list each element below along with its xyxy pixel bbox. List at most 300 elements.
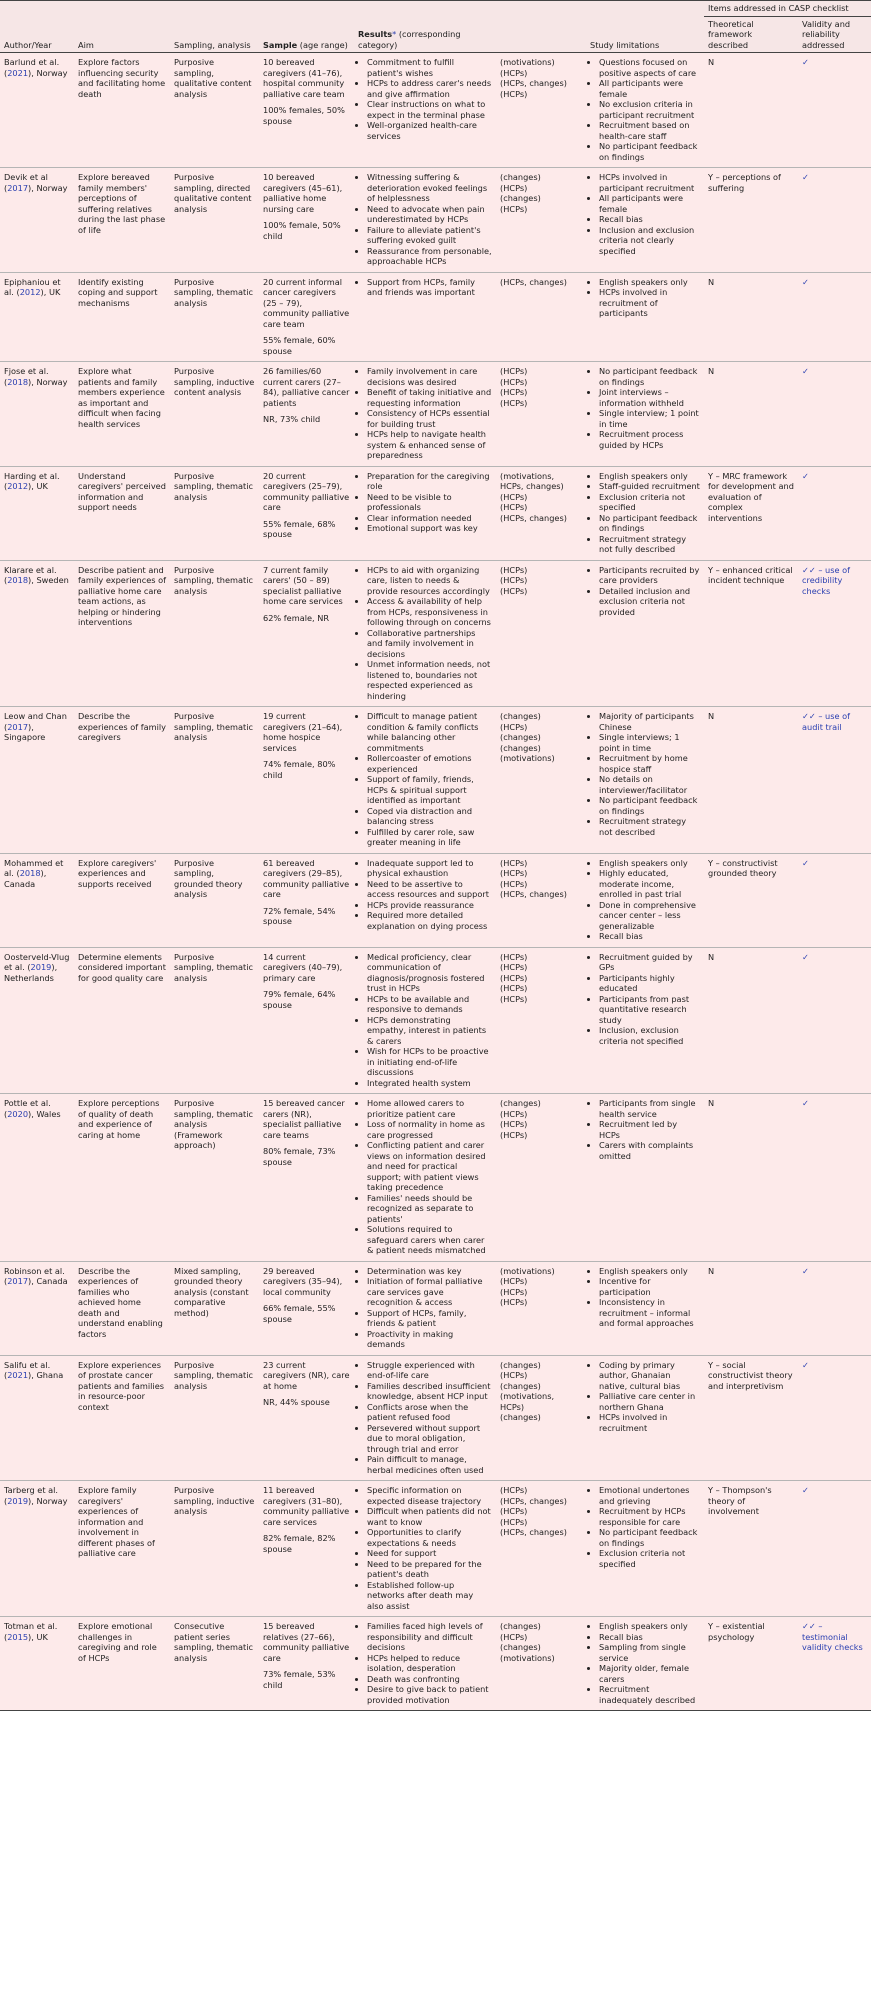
limitations-list [590,1098,700,1161]
result-item: • HCPs helped to reduce isolation, desperation [367,1653,492,1674]
col-sampling-label: Sampling, analysis [174,39,251,50]
check-icon: ✓ [802,1265,809,1276]
cell-sample [259,1617,354,1711]
results-list [358,1621,492,1705]
cell-results [354,168,496,273]
sample-demographics: 66% female, 55% spouse [263,1303,336,1324]
limitation-item: • Highly educated, moderate income, enrolled in past trial [599,868,700,900]
cell-aim: Explore perceptions of quality of death and experience of caring at home [74,1094,170,1262]
result-item: • HCPs help to navigate health system & enhanced sense of preparedness [367,429,492,461]
cell-sampling: Purposive sampling, thematic analysis [170,466,259,560]
results-list [358,952,492,1089]
cell-results [354,707,496,854]
result-item: • Determination was key [367,1266,492,1277]
limitations-list [590,1360,700,1434]
category-label: (HCPs) [500,397,528,408]
category-label: (HCPs) [500,502,528,512]
check-icon: ✓ [802,172,809,182]
result-item: • Need to be prepared for the patient's death [367,1559,492,1580]
check-icon: ✓ [802,951,809,962]
cell-sampling: Purposive sampling, thematic analysis [170,560,259,707]
cell-validity [798,853,871,947]
sample-description: 19 current caregivers (21–64), home hospice services [263,711,343,753]
year-link[interactable]: 2017 [7,721,29,732]
category-label: (HCPs) [500,993,528,1004]
results-list [358,172,492,267]
author-country: Singapore [4,732,46,742]
category-label: (motivations) [500,753,555,763]
result-item: • Inadequate support led to physical exhaustion [367,858,492,879]
col-sample-rest: (age range) [297,39,348,50]
sample-demographics: NR, 44% spouse [263,1397,330,1407]
limitation-item: • Palliative care center in northern Ghana [599,1391,700,1412]
author-country: Netherlands [4,972,54,983]
category-label: HCPs) [500,1401,525,1412]
limitation-item: • Recruitment based on health-care staff [599,120,700,141]
cell-author: Pottle et al. (2020), Wales [0,1094,74,1262]
cell-results [354,53,496,168]
year-link[interactable]: 2017 [7,1276,29,1286]
limitation-item: • HCPs involved in recruitment [599,1412,700,1433]
cell-aim: Describe the experiences of family caregivers [74,707,170,854]
limitations-list [590,565,700,618]
limitations-list [590,711,700,837]
result-item: • Medical proficiency, clear communication of diagnosis/prognosis fostered trust in HCPs [367,952,492,994]
author-country: Norway [36,67,68,78]
limitation-item: • Single interview; 1 point in time [599,408,700,429]
table-row [0,168,871,273]
cell-validity [798,1261,871,1355]
limitation-item: • Recruitment inadequately described [599,1684,700,1705]
limitation-item: • Recruitment strategy not fully described [599,534,700,555]
result-item: • Emotional support was key [367,523,492,534]
author-name: Barlund et al. [4,57,60,67]
cell-results [354,560,496,707]
category-label: (HCPs) [500,1516,528,1527]
author-name: Salifu et al. [4,1359,51,1370]
limitations-list [590,366,700,450]
cell-aim: Explore family caregivers' experiences of information and involvement in different phases of palliative care [74,1481,170,1617]
cell-author: Salifu et al. (2021), Ghana [0,1355,74,1481]
result-item: • Pain difficult to manage, herbal medicines often used [367,1454,492,1475]
limitation-item: • Recruitment process guided by HCPs [599,429,700,450]
result-item: • Specific information on expected disease trajectory [367,1485,492,1506]
cell-aim: Describe the experiences of families who achieved home death and understand enabling factors [74,1261,170,1355]
cell-categories [496,1261,586,1355]
result-item: • Established follow-up networks after death may also assist [367,1580,492,1612]
year-link[interactable]: 2015 [7,1631,29,1642]
author-name: Tarberg et al. [4,1485,59,1495]
check-icon: ✓ [802,1485,809,1495]
category-label: (changes) [500,1098,541,1108]
year-link[interactable]: 2018 [7,575,29,585]
table-header [0,1,871,53]
year-link[interactable]: 2019 [7,1495,29,1506]
col-validity-label: Validity and reliability addressed [802,18,851,50]
category-label: (HCPs) [500,1506,528,1516]
category-label: (changes) [500,742,541,753]
category-label: (HCPs) [500,575,528,585]
cell-sample [259,1481,354,1617]
cell-categories [496,168,586,273]
cell-categories [496,466,586,560]
cell-validity [798,1094,871,1262]
limitation-item: • Participants highly educated [599,973,700,994]
cell-validity [798,1481,871,1617]
cell-theory: N [704,707,798,854]
cell-categories [496,1617,586,1711]
result-item: • Preparation for the caregiving role [367,471,492,492]
cell-theory: N [704,947,798,1094]
cell-validity [798,707,871,854]
category-label: (changes) [500,711,541,721]
limitation-item: • Coding by primary author, Ghanaian native, cultural bias [599,1360,700,1392]
table-row [0,1481,871,1617]
cell-categories [496,947,586,1094]
cell-theory: N [704,272,798,362]
cell-validity [798,947,871,1094]
col-limitations [586,16,704,53]
limitation-item: • Inconsistency in recruitment – informal and formal approaches [599,1297,700,1329]
cell-categories [496,560,586,707]
cell-sampling: Mixed sampling, grounded theory analysis (constant comparative method) [170,1261,259,1355]
sample-demographics: 79% female, 64% spouse [263,989,336,1010]
limitations-list [590,952,700,1047]
cell-categories [496,362,586,467]
cell-sample [259,53,354,168]
limitation-item: • Majority older, female carers [599,1663,700,1684]
category-label: (motivations) [500,1652,555,1663]
result-item: • Persevered without support due to moral obligation, through trial and error [367,1423,492,1455]
limitation-item: • English speakers only [599,1266,700,1277]
limitations-list [590,57,700,162]
result-item: • Families described insufficient knowledge, absent HCP input [367,1381,492,1402]
limitation-item: • Incentive for participation [599,1276,700,1297]
result-item: • Reassurance from personable, approachable HCPs [367,246,492,267]
category-label: (motivations, [500,470,555,481]
limitation-item: • Recruitment by HCPs responsible for care [599,1506,700,1527]
result-item: • Families' needs should be recognized as separate to patients' [367,1193,492,1225]
category-label: HCPs, changes) [500,481,564,491]
category-label: (changes) [500,1642,541,1652]
limitation-item: • Emotional undertones and grieving [599,1485,700,1506]
cell-theory: Y – constructivist grounded theory [704,853,798,947]
category-label: (HCPs, changes) [500,276,567,287]
table-row [0,362,871,467]
cell-aim: Explore factors influencing security and facilitating home death [74,53,170,168]
cell-aim: Identify existing coping and support mechanisms [74,272,170,362]
author-name: Epiphaniou et al. [4,276,61,297]
result-item: • Support from HCPs, family and friends was important [367,277,492,298]
category-label: (HCPs) [500,491,528,502]
col-results-bold: Results [358,29,393,39]
result-item: • Fulfilled by carer role, saw greater meaning in life [367,827,492,848]
result-item: • Access & availability of help from HCPs, responsiveness in following through on concerns [367,596,492,628]
result-item: • Proactivity in making demands [367,1329,492,1350]
limitations-list [590,277,700,319]
category-label: (HCPs) [500,1119,528,1129]
cell-sampling: Purposive sampling, grounded theory analysis [170,853,259,947]
result-item: • Commitment to fulfill patient's wishes [367,57,492,78]
author-country: Norway [36,376,68,387]
author-name: Robinson et al. [4,1265,65,1276]
category-label: (HCPs) [500,1485,528,1495]
limitations-list [590,1266,700,1329]
table-row [0,560,871,707]
cell-validity [798,1617,871,1711]
result-item: • Failure to alleviate patient's suffering evoked guilt [367,225,492,246]
cell-limitations [586,947,704,1094]
cell-sampling: Purposive sampling, thematic analysis [170,272,259,362]
limitation-item: • Sampling from single service [599,1642,700,1663]
result-item: • Families faced high levels of responsibility and difficult decisions [367,1621,492,1653]
cell-validity [798,168,871,273]
cell-limitations [586,362,704,467]
year-link[interactable]: 2017 [7,182,29,193]
result-item: • Collaborative partnerships and family involvement in decisions [367,628,492,660]
results-list [358,858,492,932]
cell-results [354,362,496,467]
year-link[interactable]: 2020 [7,1108,29,1119]
limitations-list [590,471,700,555]
results-list [358,1266,492,1350]
category-label: (HCPs) [500,962,528,972]
result-item: • Difficult when patients did not want to know [367,1506,492,1527]
header-spacer [0,1,704,17]
cell-theory: N [704,1094,798,1262]
cell-theory: N [704,53,798,168]
results-list [358,277,492,298]
result-item: • Integrated health system [367,1078,492,1089]
result-item: • Desire to give back to patient provided motivation [367,1684,492,1705]
cell-categories [496,1094,586,1262]
year-link[interactable]: 2019 [30,962,52,972]
year-link[interactable]: 2012 [7,481,29,491]
cell-author: Epiphaniou et al. (2012), UK [0,272,74,362]
limitation-item: • Single interviews; 1 point in time [599,732,700,753]
author-name: Harding et al. [4,470,60,481]
table-row [0,272,871,362]
category-label: (HCPs) [500,182,528,193]
cell-validity [798,1355,871,1481]
cell-limitations [586,272,704,362]
author-country: UK [48,287,61,297]
cell-categories [496,53,586,168]
limitation-item: • HCPs involved in recruitment of participants [599,287,700,319]
cell-limitations [586,707,704,854]
limitation-item: • Carers with complaints omitted [599,1140,700,1161]
result-item: • Struggle experienced with end-of-life care [367,1360,492,1381]
result-item: • Need to be assertive to access resources and support [367,879,492,900]
cell-sampling: Purposive sampling, thematic analysis [170,707,259,854]
cell-sampling: Purposive sampling, inductive content analysis [170,362,259,467]
category-label: (HCPs, changes) [500,889,567,899]
cell-sample [259,853,354,947]
cell-theory: N [704,362,798,467]
col-author [0,16,74,53]
cell-sample [259,362,354,467]
sample-demographics: 62% female, NR [263,612,330,623]
cell-categories [496,707,586,854]
limitation-item: • Recruitment led by HCPs [599,1119,700,1140]
limitation-item: • English speakers only [599,858,700,869]
limitation-item: • HCPs involved in participant recruitment [599,172,700,193]
table-row [0,947,871,1094]
cell-aim: Determine elements considered important for good quality care [74,947,170,1094]
sample-description: 26 families/60 current carers (27–84), palliative cancer patients [263,366,350,408]
col-author-label: Author/Year [4,39,52,50]
result-item: • HCPs to be available and responsive to demands [367,994,492,1015]
check-icon: ✓ [802,1098,809,1108]
cell-categories [496,1355,586,1481]
category-label: (changes) [500,732,541,742]
cell-author: Devik et al (2017), Norway [0,168,74,273]
col-theory-label: Theoretical framework described [708,18,754,50]
result-item: • Difficult to manage patient condition & family conflicts while balancing other commitments [367,711,492,753]
table-row [0,707,871,854]
category-label: (HCPs) [500,878,528,889]
category-label: (HCPs, changes) [500,1495,567,1506]
result-item: • Need to advocate when pain underestimated by HCPs [367,204,492,225]
cell-categories [496,272,586,362]
cell-sampling: Purposive sampling, inductive analysis [170,1481,259,1617]
cell-results [354,1481,496,1617]
limitation-item: • Recall bias [599,214,700,225]
sample-demographics: 100% females, 50% spouse [263,105,345,126]
cell-aim: Explore experiences of prostate cancer patients and families in resource-poor context [74,1355,170,1481]
result-item: • Conflicts arose when the patient refused food [367,1402,492,1423]
check-icon: ✓✓ – testimonial validity checks [802,1621,863,1652]
category-label: (HCPs) [500,1286,528,1297]
sample-demographics: 72% female, 54% spouse [263,905,336,926]
cell-author: Leow and Chan (2017), Singapore [0,707,74,854]
limitation-item: • Participants from past quantitative research study [599,994,700,1026]
cell-author: Mohammed et al. (2018), Canada [0,853,74,947]
year-link[interactable]: 2018 [7,376,29,387]
limitation-item: • Inclusion, exclusion criteria not specified [599,1025,700,1046]
limitation-item: • Staff-guided recruitment [599,481,700,492]
year-link[interactable]: 2012 [19,287,41,297]
col-results-asterisk: * [392,29,397,39]
cell-aim: Explore caregivers' experiences and supports received [74,853,170,947]
category-label: (HCPs) [500,1108,528,1119]
cell-sampling: Purposive sampling, thematic analysis [170,947,259,1094]
category-label: (changes) [500,1380,541,1391]
cell-sample [259,707,354,854]
cell-results [354,1261,496,1355]
cell-aim: Understand caregivers' perceived information and support needs [74,466,170,560]
cell-results [354,853,496,947]
author-name: Leow and Chan [4,711,67,721]
col-sample [259,16,354,53]
col-aim [74,16,170,53]
limitation-item: • Exclusion criteria not specified [599,1548,700,1569]
sample-description: 61 bereaved caregivers (29–85), community palliative care [263,857,350,899]
cell-author: Klarare et al. (2018), Sweden [0,560,74,707]
author-name: Mohammed et al. [4,857,64,878]
category-label: (HCPs) [500,972,528,983]
result-item: • Family involvement in care decisions was desired [367,366,492,387]
year-link[interactable]: 2018 [19,868,41,878]
limitation-item: • Recall bias [599,1632,700,1643]
cell-theory: Y – perceptions of suffering [704,168,798,273]
sample-description: 14 current caregivers (40–79), primary care [263,951,343,983]
cell-sample [259,1355,354,1481]
result-item: • Opportunities to clarify expectations & needs [367,1527,492,1548]
table-row [0,853,871,947]
result-item: • Wish for HCPs to be proactive in initiating end-of-life discussions [367,1046,492,1078]
author-country: UK [36,1631,48,1642]
sample-demographics: 100% female, 50% child [263,220,341,241]
sample-demographics: 80% female, 73% spouse [263,1146,336,1167]
author-name: Fjose et al. [4,366,49,376]
cell-categories [496,853,586,947]
results-list [358,57,492,141]
cell-sample [259,272,354,362]
cell-author: Oosterveld-Vlug et al. (2019), Netherlands [0,947,74,1094]
cell-sampling: Purposive sampling, directed qualitative content analysis [170,168,259,273]
year-link[interactable]: 2021 [7,1370,29,1380]
cell-aim: Explore bereaved family members' perceptions of suffering relatives during the last phase of life [74,168,170,273]
result-item: • Required more detailed explanation on dying process [367,910,492,931]
result-item: • Conflicting patient and carer views on information desired and need for practical support; with patient views taking precedence [367,1140,492,1193]
col-validity [798,16,871,53]
cell-aim: Describe patient and family experiences of palliative home care team actions, as helping or hindering interventions [74,560,170,707]
year-link[interactable]: 2021 [7,67,29,78]
cell-sample [259,560,354,707]
limitation-item: • No participant feedback on findings [599,141,700,162]
limitation-item: • No participant feedback on findings [599,366,700,387]
cell-theory: Y – Thompson's theory of involvement [704,1481,798,1617]
cell-theory: Y – existential psychology [704,1617,798,1711]
cell-validity [798,53,871,168]
category-label: (HCPs, changes) [500,512,567,523]
author-name: Oosterveld-Vlug et al. [4,951,70,972]
category-label: (HCPs, changes) [500,1527,567,1537]
result-item: • HCPs to aid with organizing care, listen to needs & provide resources accordingly [367,565,492,597]
sample-description: 20 current caregivers (25–79), community palliative care [263,470,350,512]
limitation-item: • Joint interviews – information withheld [599,387,700,408]
result-item: • Need to be visible to professionals [367,492,492,513]
cell-limitations [586,1355,704,1481]
category-label: (HCPs) [500,564,528,575]
col-results-rest: (corresponding category) [358,29,461,50]
col-results [354,16,496,53]
result-item: • Clear information needed [367,513,492,524]
category-label: (HCPs) [500,951,528,962]
cell-sampling: Purposive sampling, qualitative content analysis [170,53,259,168]
limitation-item: • No details on interviewer/facilitator [599,774,700,795]
col-category [496,16,586,53]
category-label: (HCPs) [500,376,528,387]
col-aim-label: Aim [78,39,94,50]
sample-description: 20 current informal cancer caregivers (25 – 79), community palliative care team [263,276,350,329]
limitation-item: • No participant feedback on findings [599,1527,700,1548]
author-country: UK [36,481,48,491]
limitation-item: • No exclusion criteria in participant recruitment [599,99,700,120]
category-label: (HCPs) [500,721,528,732]
cell-sampling: Consecutive patient series sampling, thematic analysis [170,1617,259,1711]
sample-description: 7 current family carers' (50 – 89) specialist palliative home care services [263,564,343,606]
limitation-item: • No participant feedback on findings [599,513,700,534]
results-list [358,1360,492,1476]
category-label: (HCPs) [500,868,528,878]
cell-sample [259,168,354,273]
cell-author: Robinson et al. (2017), Canada [0,1261,74,1355]
cell-results [354,1617,496,1711]
category-label: (HCPs) [500,983,528,993]
category-label: (changes) [500,1412,541,1422]
